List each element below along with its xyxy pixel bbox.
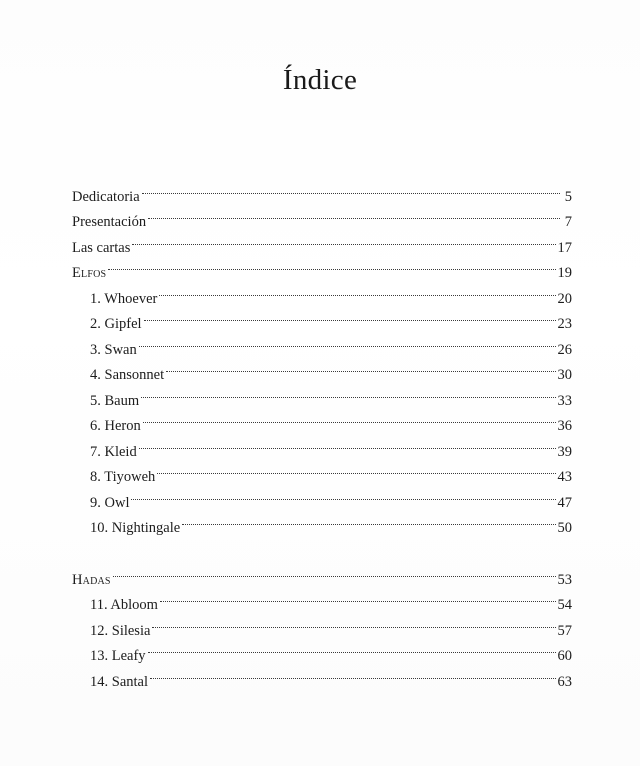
toc-entry-whoever[interactable] xyxy=(72,277,572,307)
toc-section-hadas[interactable] xyxy=(72,558,572,588)
toc-entry-page: 47 xyxy=(557,494,572,511)
toc-entry-page: 19 xyxy=(557,265,572,281)
dot-leader xyxy=(113,558,556,584)
toc-entry-nightingale[interactable] xyxy=(72,507,572,536)
dot-leader xyxy=(148,201,560,227)
dot-leader xyxy=(143,405,556,431)
toc-entry-swan[interactable] xyxy=(72,328,572,358)
toc-entry-heron[interactable] xyxy=(72,405,572,434)
dot-leader xyxy=(150,660,556,686)
toc-entry-label: 13. Leafy xyxy=(90,648,146,664)
toc-entry-kleid[interactable] xyxy=(72,430,572,460)
dot-leader xyxy=(142,175,560,201)
toc-entry-sansonnet[interactable] xyxy=(72,354,572,383)
toc-entry-label: 3. Swan xyxy=(90,341,137,358)
toc-entry-label: Dedicatoria xyxy=(72,188,140,205)
toc-entry-page: 57 xyxy=(557,622,572,639)
dot-leader xyxy=(152,609,555,635)
dot-leader xyxy=(148,635,556,661)
toc-entry-page: 63 xyxy=(557,673,572,690)
toc-entry-label: 7. Kleid xyxy=(90,443,137,460)
toc-entry-page: 36 xyxy=(557,418,572,434)
toc-entry-page: 43 xyxy=(557,469,572,485)
toc-section-elfos[interactable] xyxy=(72,252,572,281)
dot-leader xyxy=(159,277,555,303)
toc-entry-tiyoweh[interactable] xyxy=(72,456,572,485)
dot-leader xyxy=(144,303,556,329)
toc-entry-page: 33 xyxy=(557,392,572,409)
toc-entry-las-cartas[interactable] xyxy=(72,226,572,256)
page-title: Índice xyxy=(282,64,358,96)
toc-entry-dedicatoria[interactable] xyxy=(72,175,572,205)
toc-entry-label: Las cartas xyxy=(72,239,131,256)
toc-entry-gipfel[interactable] xyxy=(72,303,572,332)
toc-entry-owl[interactable] xyxy=(72,481,572,511)
toc-entry-label: 2. Gipfel xyxy=(90,316,142,332)
dot-leader xyxy=(160,584,556,610)
toc-entry-page: 50 xyxy=(557,520,572,536)
toc-entry-label: 10. Nightingale xyxy=(90,520,181,536)
dot-leader xyxy=(108,252,555,278)
toc-entry-page: 20 xyxy=(557,290,572,307)
toc-entry-label: Presentación xyxy=(72,214,147,230)
toc-group-hadas xyxy=(72,558,572,690)
toc-entry-label: 12. Silesia xyxy=(90,622,151,639)
toc-entry-page: 5 xyxy=(564,188,572,205)
toc-entry-label: 14. Santal xyxy=(90,673,148,690)
dot-leader xyxy=(182,507,555,533)
dot-leader xyxy=(131,481,555,507)
dot-leader xyxy=(132,226,555,252)
dot-leader xyxy=(139,430,556,456)
toc-entry-abloom[interactable] xyxy=(72,584,572,613)
toc-section-label: Hadas xyxy=(72,571,111,588)
toc-entry-label: 5. Baum xyxy=(90,392,140,409)
toc-entry-page: 39 xyxy=(557,443,572,460)
toc-entry-label: 11. Abloom xyxy=(90,597,158,613)
dot-leader xyxy=(166,354,555,380)
toc-section-label: Elfos xyxy=(72,265,107,281)
toc-group-front-and-elfos xyxy=(72,175,572,536)
toc-entry-page: 53 xyxy=(557,571,572,588)
dot-leader xyxy=(139,328,556,354)
toc-entry-presentacion[interactable] xyxy=(72,201,572,230)
toc-entry-page: 26 xyxy=(557,341,572,358)
toc-entry-label: 9. Owl xyxy=(90,494,130,511)
toc-entry-page: 30 xyxy=(557,367,572,383)
toc-entry-page: 7 xyxy=(564,214,572,230)
toc-entry-page: 23 xyxy=(557,316,572,332)
dot-leader xyxy=(157,456,555,482)
dot-leader xyxy=(141,379,555,405)
toc-entry-baum[interactable] xyxy=(72,379,572,409)
toc-entry-label: 4. Sansonnet xyxy=(90,367,165,383)
toc-entry-page: 54 xyxy=(557,597,572,613)
toc-entry-label: 6. Heron xyxy=(90,418,141,434)
toc-entry-label: 8. Tiyoweh xyxy=(90,469,156,485)
toc-entry-leafy[interactable] xyxy=(72,635,572,664)
table-of-contents xyxy=(72,175,572,690)
toc-entry-page: 17 xyxy=(557,239,572,256)
toc-entry-santal[interactable] xyxy=(72,660,572,690)
toc-entry-label: 1. Whoever xyxy=(90,290,158,307)
toc-entry-page: 60 xyxy=(557,648,572,664)
